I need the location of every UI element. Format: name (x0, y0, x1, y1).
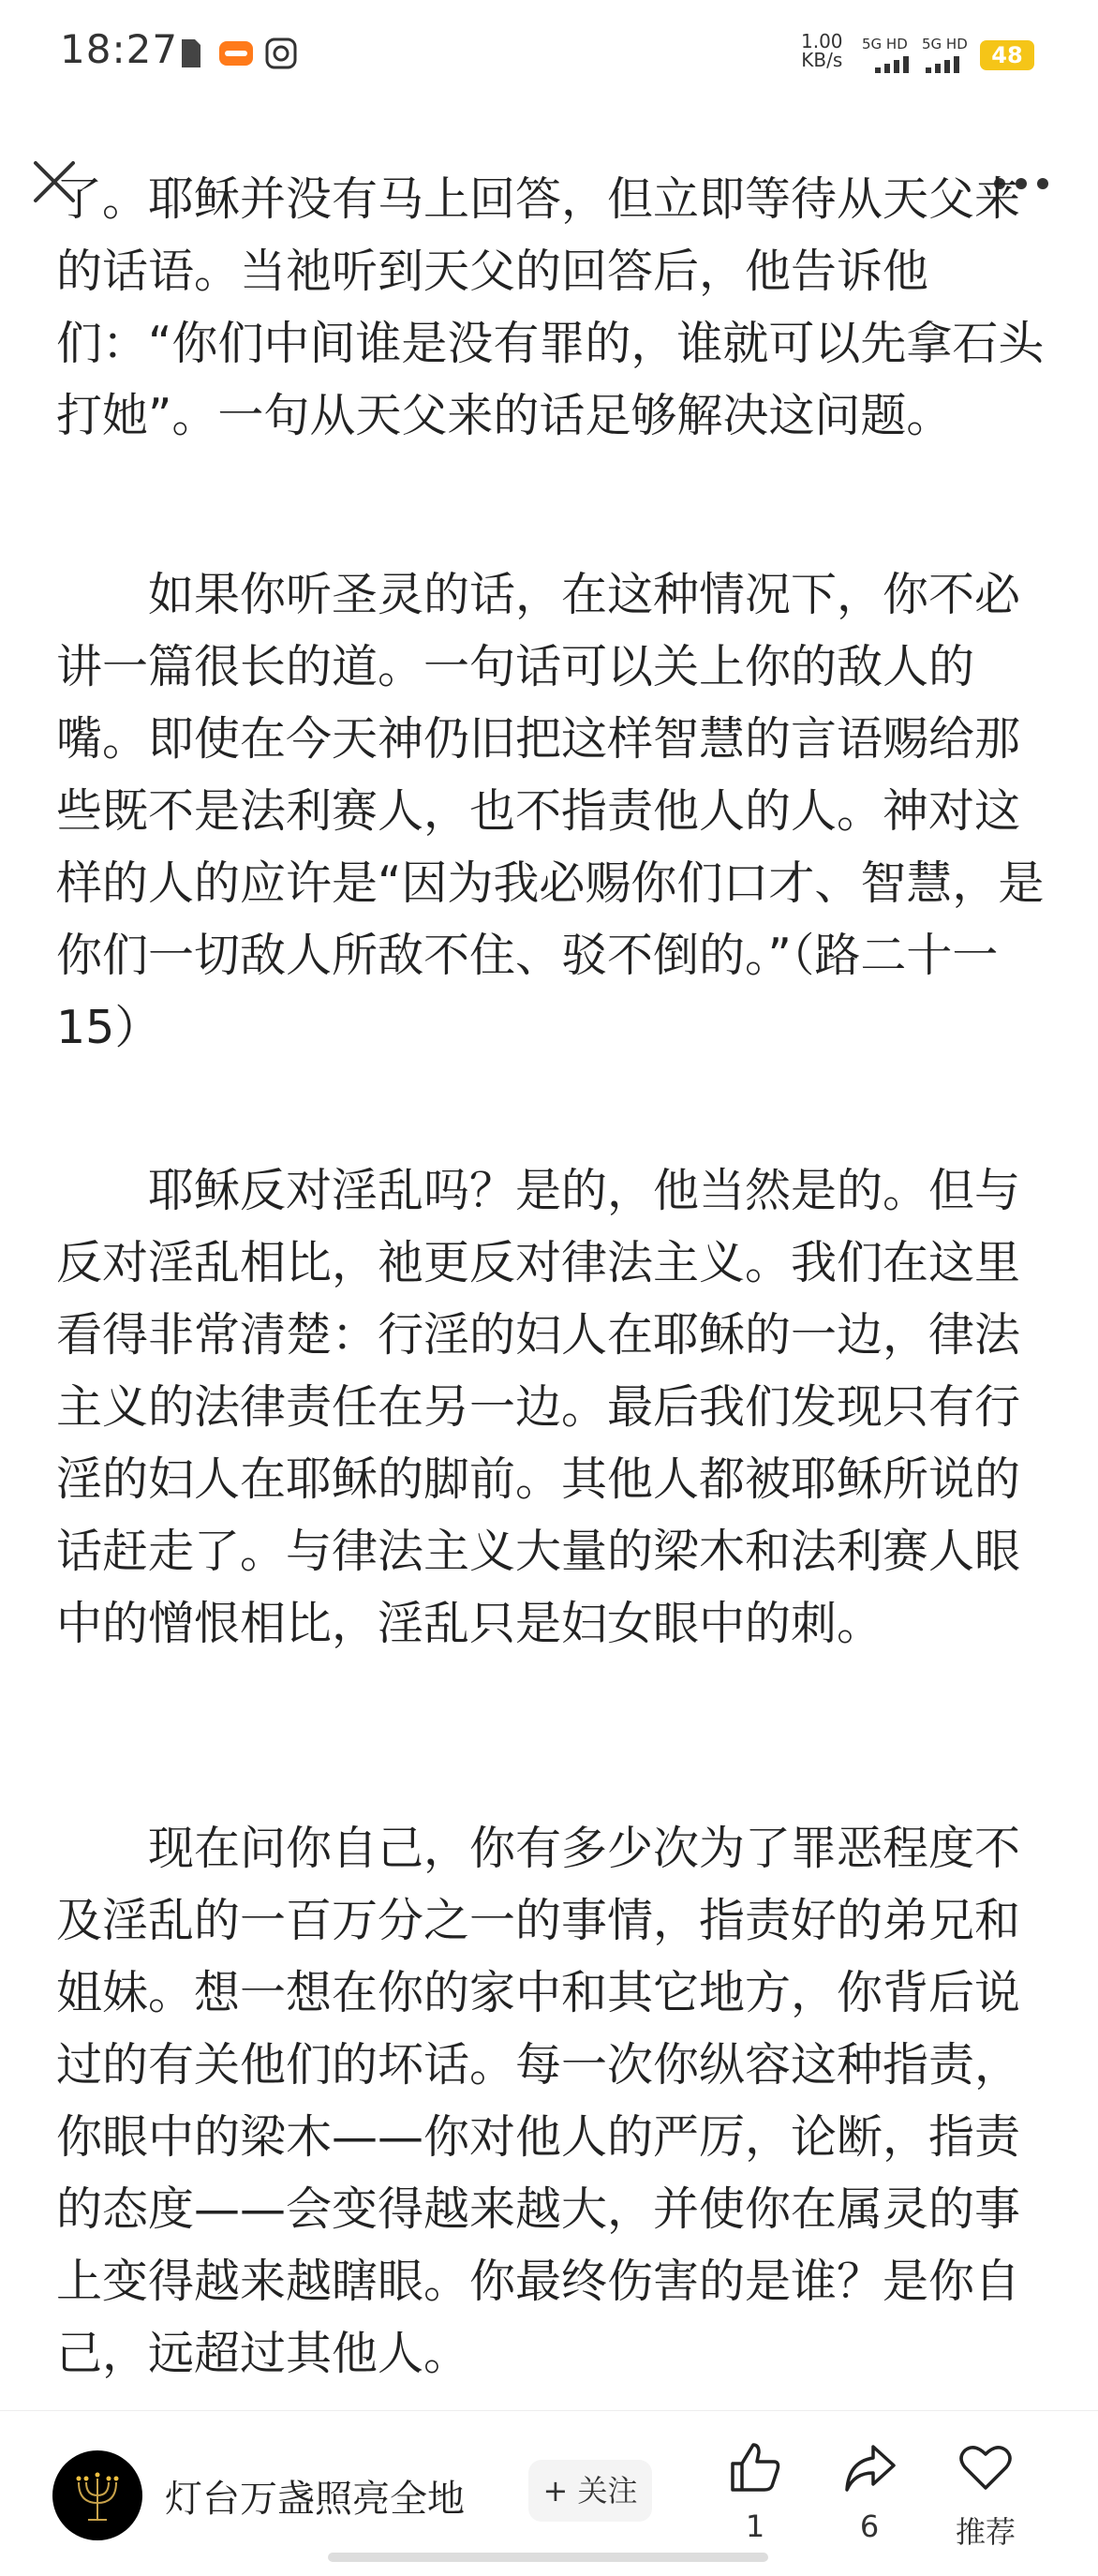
share-arrow-icon (841, 2439, 898, 2495)
like-count: 1 (745, 2509, 765, 2544)
article-body (0, 172, 1098, 2410)
article-paragraph-3: 耶稣反对淫乱吗？是的，他当然是的。但与反对淫乱相比，祂更反对律法主义。我们在这里看得非常清楚：行淫的妇人在耶稣的一边，律法主义的法律责任在另一边。最后我们发现只有行淫的妇人在耶稣的脚前。其他人都被耶稣所说的话赶走了。与律法主义大量的梁木和法利赛人眼中的憎恨相比，淫乱只是妇女眼中的刺。 (56, 1164, 1021, 1650)
menorah-icon (52, 2450, 142, 2540)
battery-indicator: 48 (980, 40, 1034, 70)
article-paragraph-2: 如果你听圣灵的话，在这种情况下，你不必讲一篇很长的道。一句话可以关上你的敌人的嘴。即使在今天神仍旧把这样智慧的言语赐给那些既不是法利赛人，也不指责他人的人。神对这样的人的应许是“因为我必赐你们口才、智慧，是你们一切敌人所敌不住、驳不倒的。”（路二十一 15） (56, 568, 1045, 1054)
taobao-icon (217, 37, 255, 69)
status-bar (0, 0, 1098, 112)
author-name[interactable]: 灯台万盏照亮全地 (165, 2478, 465, 2521)
heart-icon (957, 2439, 1014, 2495)
status-time: 18:27 (60, 26, 179, 72)
signal-1-label: 5G HD (862, 36, 908, 52)
sim-card-icon (178, 37, 204, 69)
recommend-label: 推荐 (955, 2514, 1016, 2550)
like-button[interactable] (708, 2439, 802, 2544)
author-avatar[interactable] (52, 2450, 142, 2540)
signal-bars-2-icon (926, 54, 963, 73)
home-indicator[interactable] (328, 2553, 768, 2562)
bottom-action-bar (0, 2410, 1098, 2576)
share-count: 6 (859, 2509, 880, 2544)
signal-2-label: 5G HD (922, 36, 968, 52)
network-speed (801, 32, 843, 69)
recommend-button[interactable] (939, 2439, 1032, 2552)
thumbs-up-icon (727, 2439, 783, 2495)
signal-bars-1-icon (875, 54, 913, 73)
network-speed-unit: KB/s (801, 49, 843, 71)
share-button[interactable] (823, 2439, 916, 2544)
network-speed-value: 1.00 (801, 30, 843, 52)
article-paragraph-1: 了。耶稣并没有马上回答，但立即等待从天父来的话语。当祂听到天父的回答后，他告诉他们：“你们中间谁是没有罪的，谁就可以先拿石头打她”。一句从天父来的话足够解决这问题。 (56, 172, 1045, 442)
app-notification-icon (264, 37, 298, 69)
follow-button[interactable]: + 关注 (528, 2460, 652, 2522)
article-paragraph-4: 现在问你自己，你有多少次为了罪恶程度不及淫乱的一百万分之一的事情，指责好的弟兄和姐妹。想一想在你的家中和其它地方，你背后说过的有关他们的坏话。每一次你纵容这种指责，你眼中的梁木——你对他人的严厉，论断，指责的态度——会变得越来越大，并使你在属灵的事上变得越来越瞎眼。你最终伤害的是谁？是你自己，远超过其他人。 (56, 1822, 1021, 2380)
